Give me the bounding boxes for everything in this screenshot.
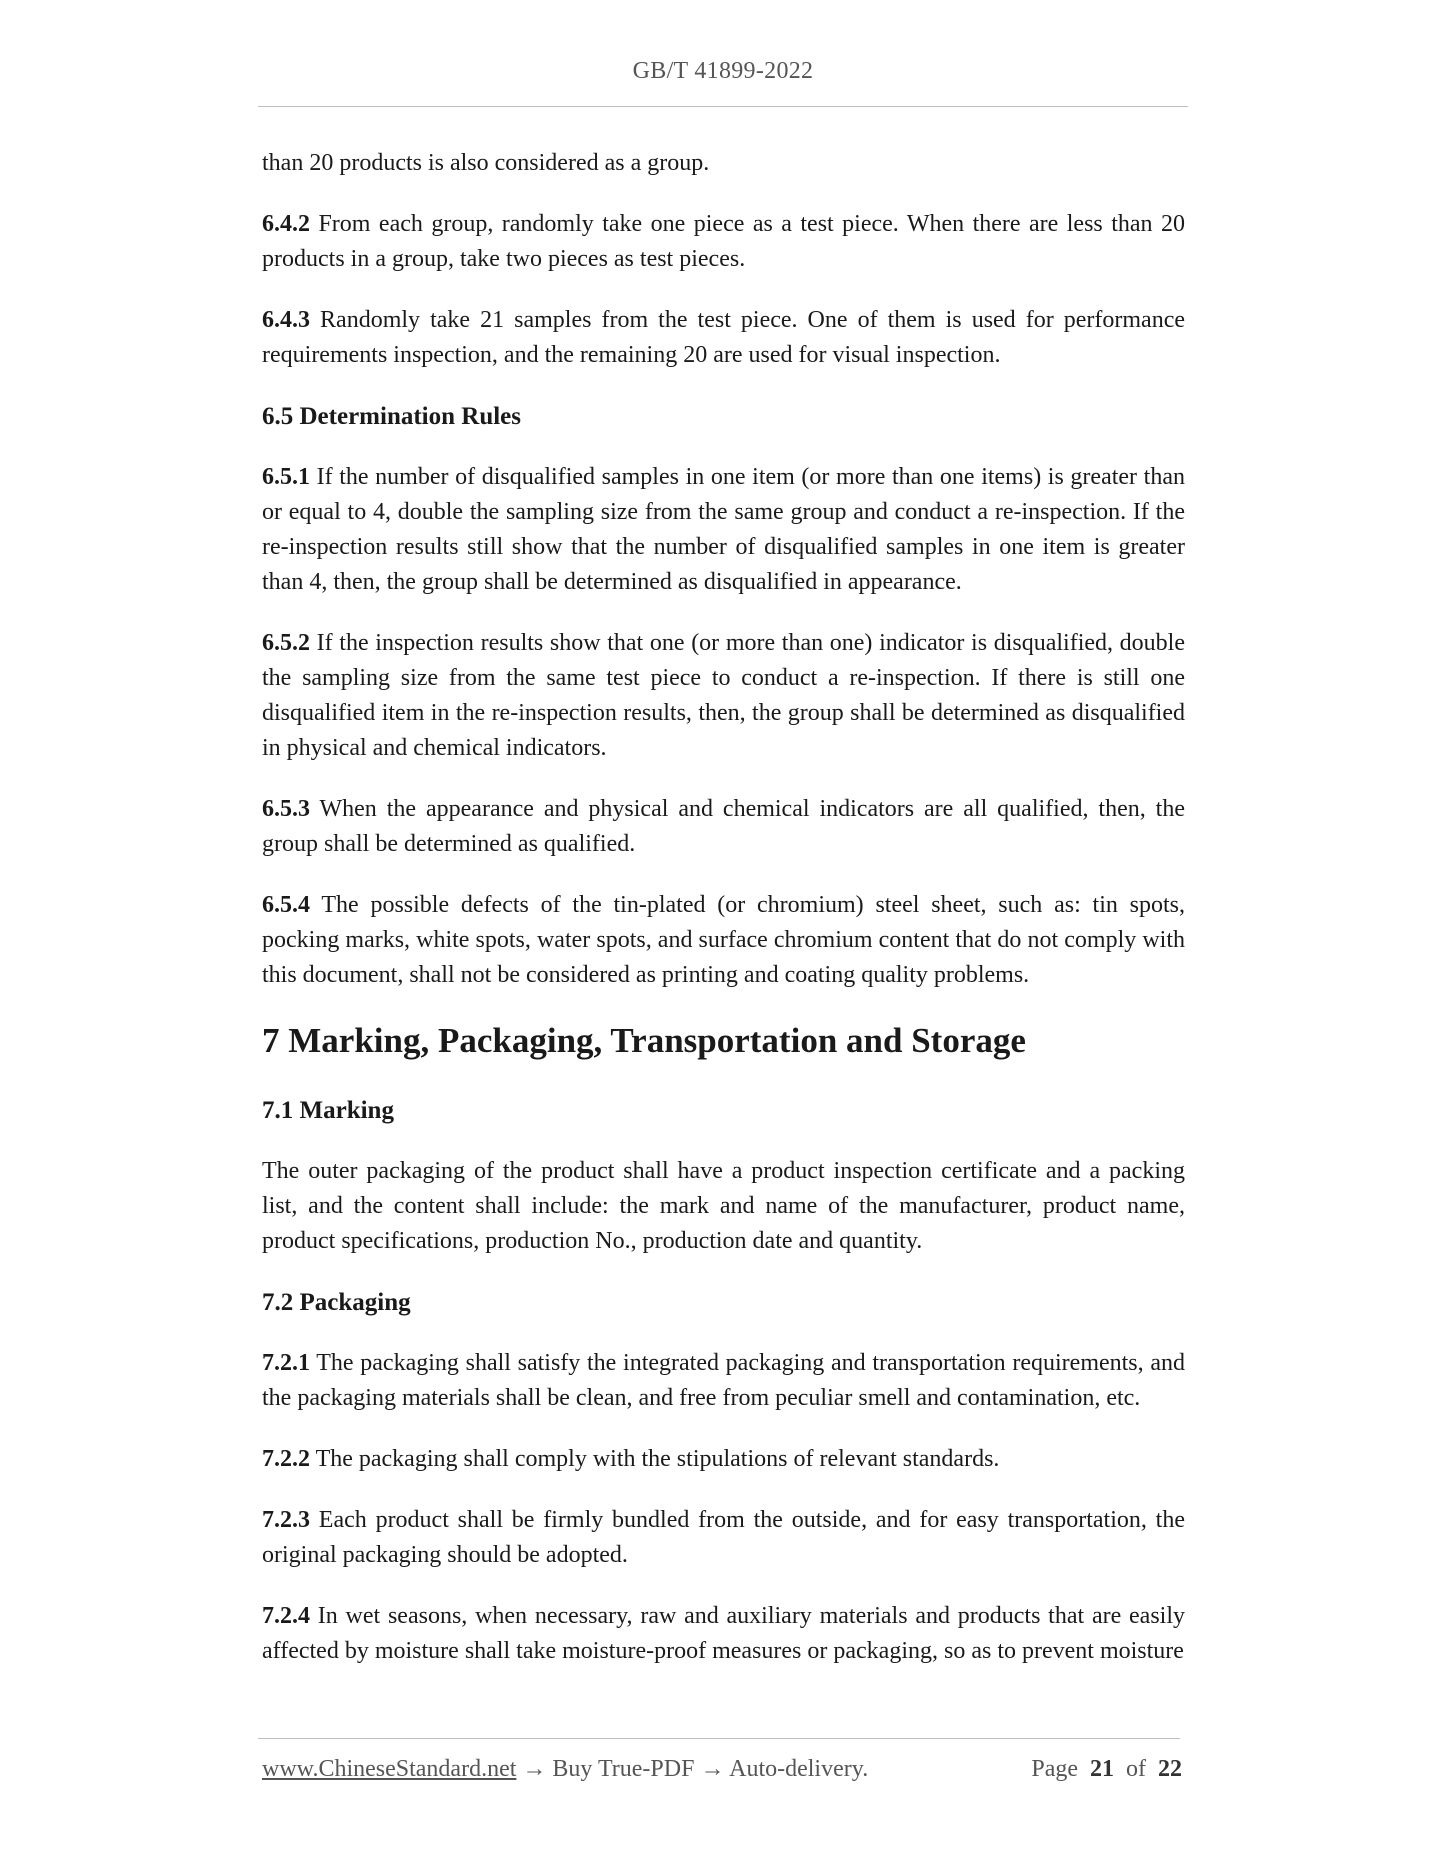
clause-6-5-3 — [262, 792, 1185, 862]
clause-number: 6.5.2 — [262, 630, 310, 656]
heading-7-1: 7.1 Marking — [262, 1097, 394, 1124]
paragraph-text: than 20 products is also considered as a group. — [262, 150, 710, 176]
clause-text: The packaging shall comply with the stipulations of relevant standards. — [310, 1446, 1000, 1472]
clause-6-5-1 — [262, 460, 1185, 600]
clause-number: 7.2.2 — [262, 1446, 310, 1472]
clause-7-2-2 — [262, 1442, 1185, 1477]
heading-7-2: 7.2 Packaging — [262, 1289, 411, 1316]
clause-text: In wet seasons, when necessary, raw and auxiliary materials and products that are easily affected by moisture shall take moisture-proof measures or packaging, so as to prevent moisture — [262, 1603, 1185, 1664]
page-footer — [262, 1756, 1182, 1783]
clause-number: 7.2.4 — [262, 1603, 310, 1629]
page-current: 21 — [1090, 1756, 1114, 1782]
clause-6-4-3 — [262, 303, 1185, 373]
paragraph-intro — [262, 146, 1185, 181]
clause-text: When the appearance and physical and chemical indicators are all qualified, then, the group shall be determined as qualified. — [262, 796, 1185, 857]
clause-number: 6.4.3 — [262, 307, 310, 333]
clause-number: 6.5.1 — [262, 464, 310, 490]
clause-number: 6.5.3 — [262, 796, 310, 822]
clause-7-2-4 — [262, 1599, 1185, 1669]
paragraph-7-1 — [262, 1154, 1185, 1259]
clause-text: The packaging shall satisfy the integrated packaging and transportation requirements, and the packaging materials shall be clean, and free from peculiar smell and contamination, etc. — [262, 1350, 1185, 1411]
page-number — [1031, 1756, 1182, 1783]
clause-text: The possible defects of the tin-plated (or chromium) steel sheet, such as: tin spots, pocking marks, white spots, water spots, and surface chromium content that do not comply with this document, shall not be considered as printing and coating quality problems. — [262, 892, 1185, 988]
footer-promo-text: → Buy True-PDF → Auto-delivery. — [516, 1756, 869, 1782]
clause-6-5-4 — [262, 888, 1185, 993]
clause-text: If the inspection results show that one (or more than one) indicator is disqualified, double the sampling size from the same test piece to conduct a re-inspection. If there is still one disqualified item in the re-inspection results, then, the group shall be determined as disqualified in physical and chemical indicators. — [262, 630, 1185, 761]
page-body — [262, 146, 1185, 1695]
footer-promo — [262, 1756, 868, 1783]
clause-text: Each product shall be firmly bundled from the outside, and for easy transportation, the original packaging should be adopted. — [262, 1507, 1185, 1568]
clause-number: 6.5.4 — [262, 892, 310, 918]
clause-text: If the number of disqualified samples in one item (or more than one items) is greater than or equal to 4, double the sampling size from the same group and conduct a re-inspection. If the re-inspection results still show that the number of disqualified samples in one item is greater than 4, then, the group shall be determined as disqualified in appearance. — [262, 464, 1185, 595]
clause-number: 7.2.1 — [262, 1350, 310, 1376]
paragraph-text: The outer packaging of the product shall have a product inspection certificate and a packing list, and the content shall include: the mark and name of the manufacturer, product name, product specifications, production No., production date and quantity. — [262, 1158, 1185, 1254]
footer-divider — [258, 1738, 1180, 1739]
clause-7-2-3 — [262, 1503, 1185, 1573]
clause-6-4-2 — [262, 207, 1185, 277]
heading-section-7: 7 Marking, Packaging, Transportation and Storage — [262, 1021, 1026, 1060]
page-of: of — [1126, 1756, 1146, 1782]
page-total: 22 — [1158, 1756, 1182, 1782]
heading-6-5: 6.5 Determination Rules — [262, 403, 521, 430]
page-header-title: GB/T 41899-2022 — [632, 58, 814, 84]
website-link[interactable]: www.ChineseStandard.net — [262, 1756, 517, 1782]
clause-text: From each group, randomly take one piece as a test piece. When there are less than 20 products in a group, take two pieces as test pieces. — [262, 211, 1185, 272]
clause-6-5-2 — [262, 626, 1185, 766]
header-divider — [258, 106, 1188, 107]
clause-number: 7.2.3 — [262, 1507, 310, 1533]
clause-7-2-1 — [262, 1346, 1185, 1416]
clause-text: Randomly take 21 samples from the test piece. One of them is used for performance requirements inspection, and the remaining 20 are used for visual inspection. — [262, 307, 1185, 368]
page-word: Page — [1031, 1756, 1078, 1782]
clause-number: 6.4.2 — [262, 211, 310, 237]
